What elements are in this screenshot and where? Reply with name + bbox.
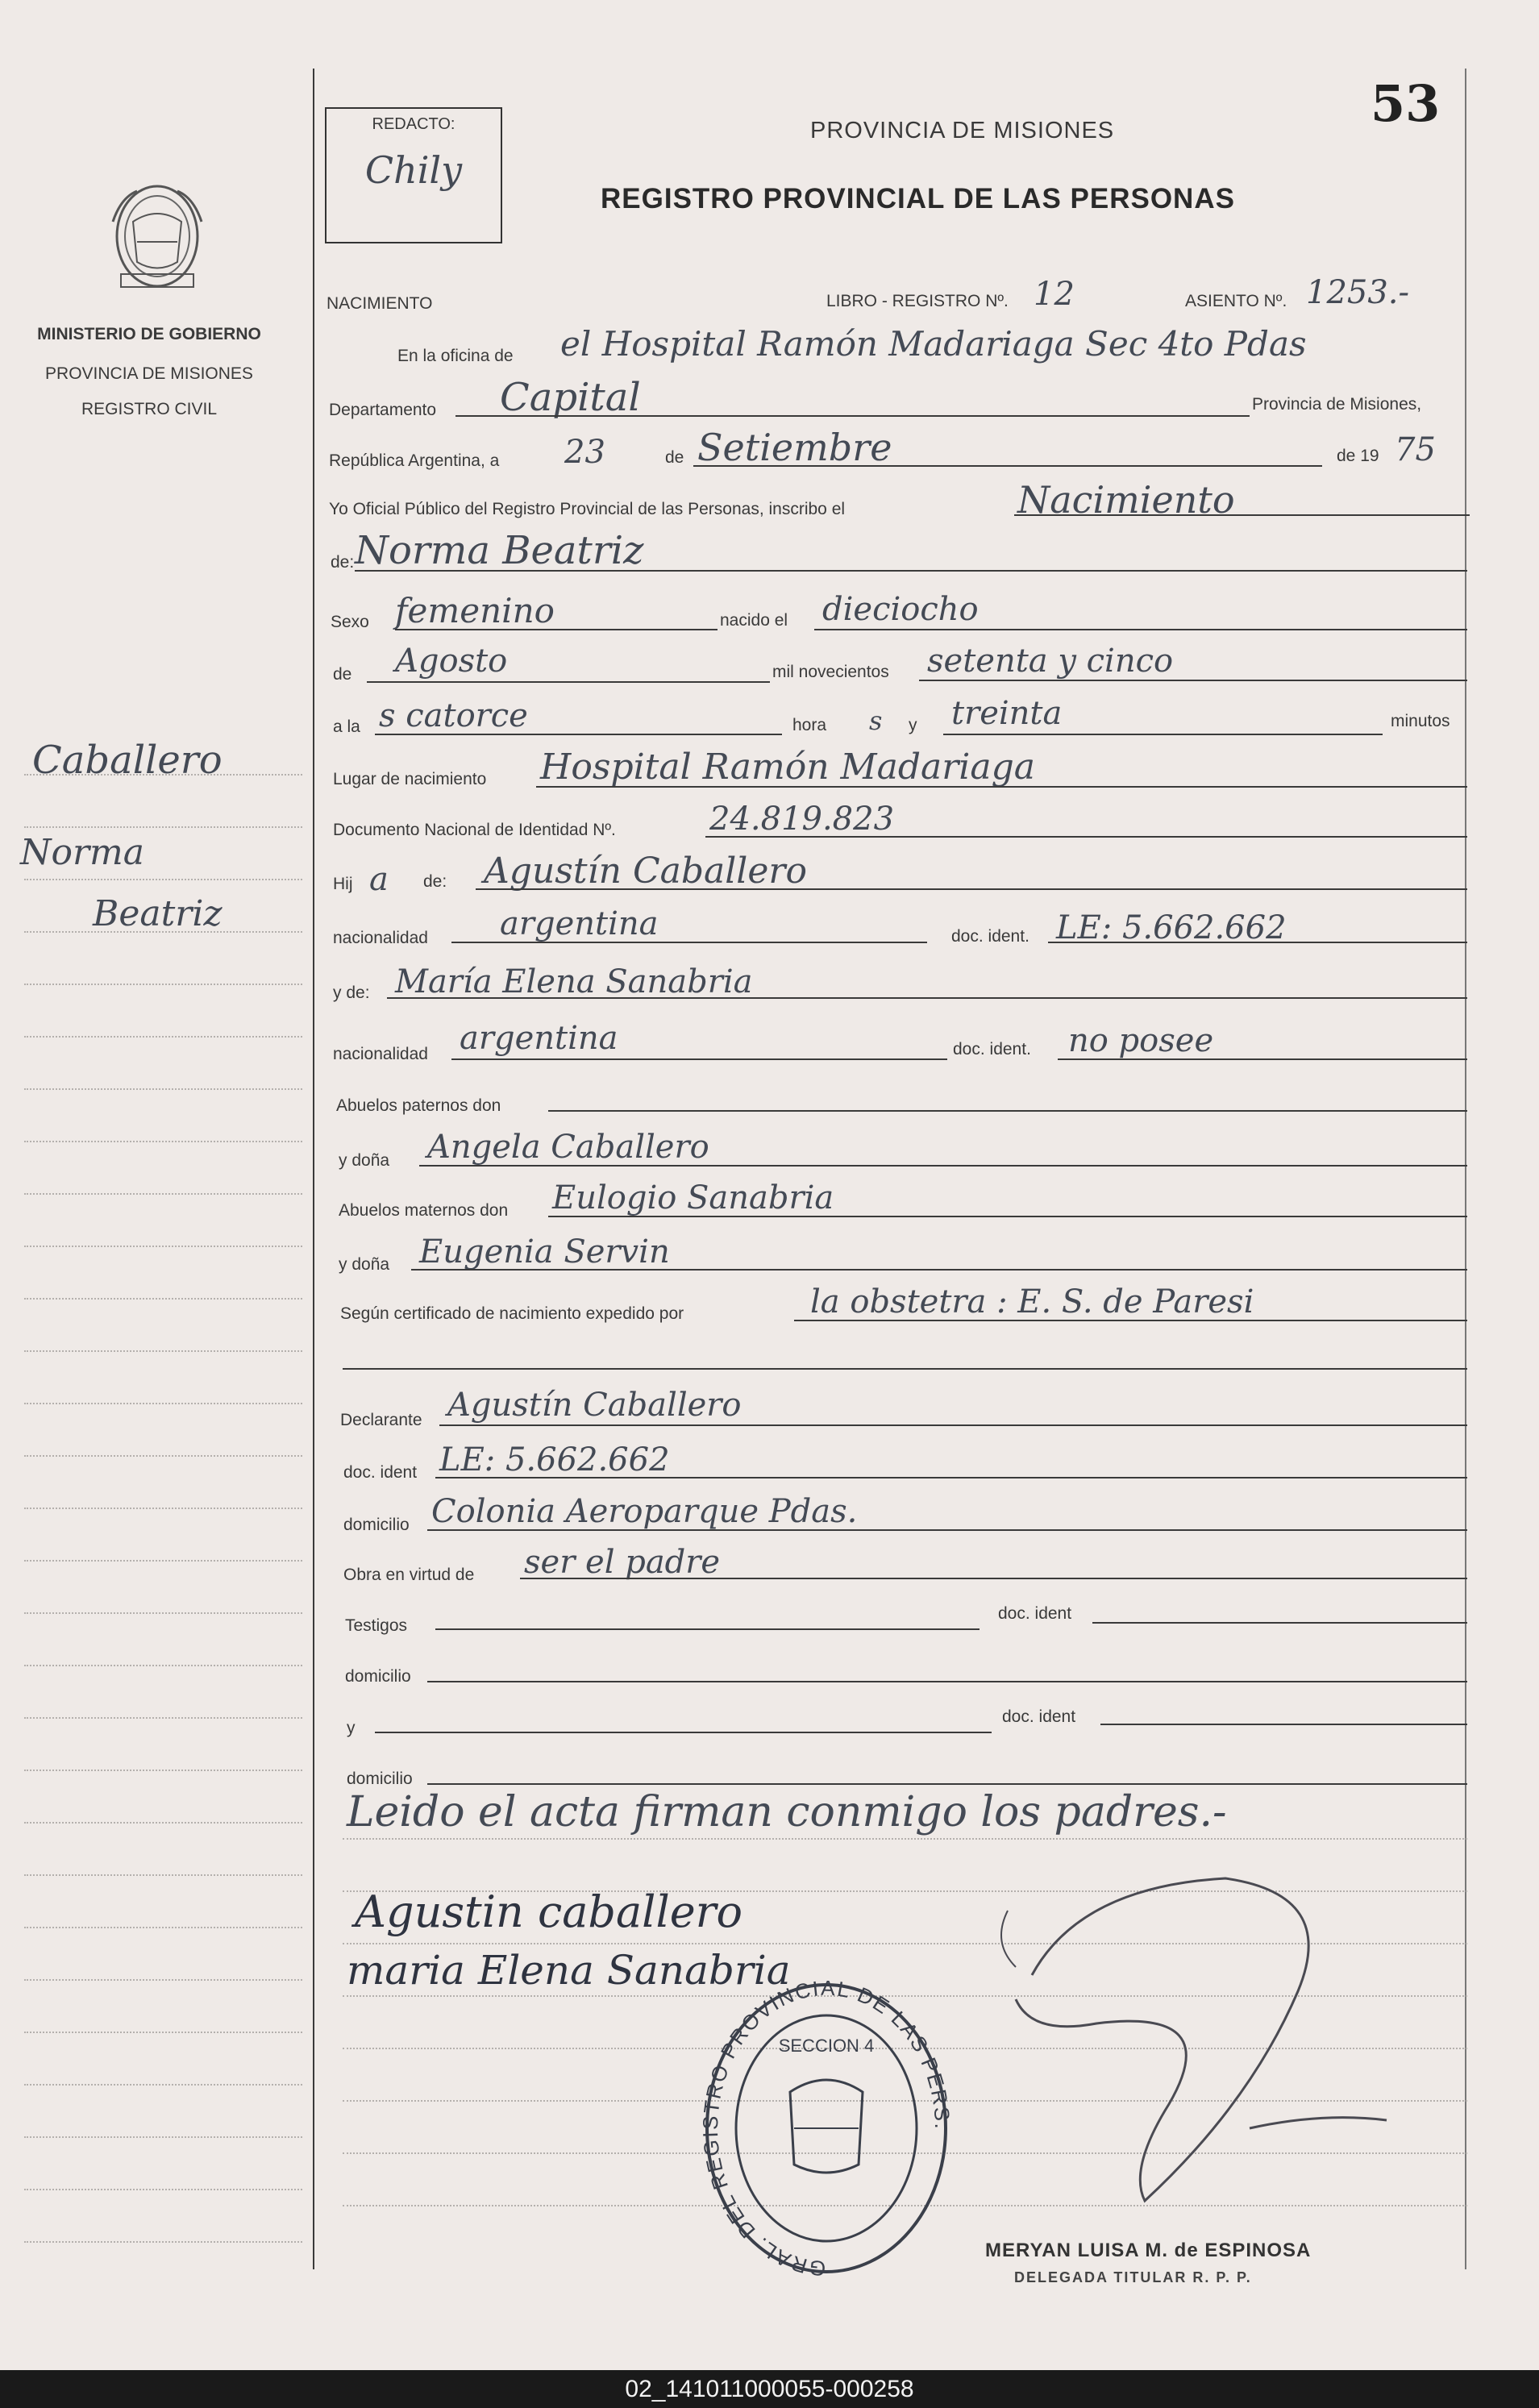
domicilio2-label: domicilio (345, 1667, 411, 1686)
margin-ruled-line (24, 2084, 302, 2086)
ydona-pat-label: y doña (339, 1151, 390, 1170)
madre-doc-label: doc. ident. (953, 1040, 1031, 1058)
margin-ruled-line (24, 2241, 302, 2243)
margin-ruled-line (24, 1927, 302, 1928)
padre-nac-line (451, 942, 927, 943)
provincia-label: Provincia de Misiones, (1252, 395, 1422, 414)
official-title: DELEGADA TITULAR R. P. P. (1014, 2269, 1252, 2285)
official-signature (984, 1862, 1435, 2241)
abuela-pat-value: Angela Caballero (427, 1129, 709, 1166)
margin-ruled-line (24, 1508, 302, 1509)
official-stamp (701, 1979, 951, 2277)
testigos-doc-line (1092, 1622, 1467, 1624)
y2-label: y (347, 1719, 356, 1737)
departamento-value: Capital (500, 375, 641, 420)
horas-label: hora (792, 716, 827, 734)
madre-line (387, 997, 1467, 999)
left-vertical-rule (313, 69, 314, 2269)
abuela-pat-line (419, 1165, 1467, 1167)
madre-nac-value: argentina (460, 1020, 618, 1057)
ministry-line2: PROVINCIA DE MISIONES (45, 364, 253, 383)
nacido-value: dieciocho (822, 591, 979, 628)
decl-doc-line (435, 1477, 1467, 1478)
dni-value: 24.819.823 (709, 801, 895, 838)
padre-doc-label: doc. ident. (951, 927, 1029, 946)
signature-mother: maria Elena Sanabria (347, 1947, 791, 1994)
hij-label: Hij (333, 875, 353, 893)
margin-ruled-line (24, 1246, 302, 1247)
testigo2-doc-label: doc. ident (1002, 1707, 1076, 1726)
mes-nac-line (367, 681, 770, 683)
stamp-inner-text: SECCION 4 (778, 2036, 875, 2056)
margin-ruled-line (24, 1455, 302, 1457)
anio-value: 75 (1395, 431, 1436, 468)
stamp-ring-text: GRAL. DEL RE RO PROVINCIAL DE LAS PER (701, 1979, 951, 2277)
right-vertical-rule (1465, 69, 1466, 2269)
margin-ruled-line (24, 1717, 302, 1719)
mes-line (693, 465, 1322, 467)
padre-nac-value: argentina (500, 905, 659, 942)
redacto-label: REDACTO: (372, 115, 455, 133)
margin-ruled-line (24, 879, 302, 880)
nacido-label: nacido el (720, 611, 788, 630)
abuela-mat-line (411, 1269, 1467, 1271)
domicilio-label: domicilio (343, 1516, 410, 1534)
oficina-label: En la oficina de (397, 347, 514, 365)
horas-suffix: s (869, 705, 883, 736)
anio-nac-line (919, 680, 1467, 681)
de-label: de (665, 448, 684, 467)
decl-doc-value: LE: 5.662.662 (439, 1441, 670, 1478)
dni-label: Documento Nacional de Identidad Nº. (333, 821, 616, 839)
domicilio3-label: domicilio (347, 1770, 413, 1788)
madre-nac-line (451, 1058, 947, 1060)
alas-label: a la (333, 717, 360, 736)
dni-line (705, 836, 1467, 838)
signature-father: Agustin caballero (355, 1886, 742, 1937)
testigo2-doc-line (1100, 1724, 1467, 1725)
padre-line (476, 888, 1467, 890)
abuela-mat-value: Eugenia Servin (419, 1233, 670, 1271)
ministry-line1: MINISTERIO DE GOBIERNO (37, 325, 261, 343)
libro-value: 12 (1034, 276, 1075, 313)
declarante-value: Agustín Caballero (447, 1387, 742, 1424)
margin-note-name1: Norma (20, 832, 144, 873)
nombre-line (355, 570, 1467, 572)
record-type-label: NACIMIENTO (327, 294, 433, 313)
padre-doc-line (1048, 942, 1467, 943)
sexo-value: femenino (395, 591, 555, 630)
margin-ruled-line (24, 1141, 302, 1142)
margin-ruled-line (24, 826, 302, 828)
oficina-value: el Hospital Ramón Madariaga Sec 4to Pdas (560, 324, 1307, 364)
y2-line (375, 1732, 992, 1733)
declarante-label: Declarante (340, 1411, 422, 1429)
redacto-initials: Chily (364, 148, 463, 192)
decl-doc-label: doc. ident (343, 1463, 418, 1482)
margin-ruled-line (24, 1665, 302, 1666)
hora-line (375, 734, 782, 735)
padre-doc-value: LE: 5.662.662 (1056, 909, 1287, 946)
madre-doc-value: no posee (1068, 1022, 1214, 1059)
lugar-label: Lugar de nacimiento (333, 770, 487, 788)
margin-ruled-line (24, 2136, 302, 2138)
domicilio-value: Colonia Aeroparque Pdas. (431, 1493, 858, 1530)
mes-nac-value: Agosto (395, 643, 508, 680)
margin-note-surname: Caballero (32, 738, 223, 783)
nacionalidad-madre-label: nacionalidad (333, 1045, 428, 1063)
abuelo-mat-value: Eulogio Sanabria (552, 1179, 834, 1216)
nacionalidad-padre-label: nacionalidad (333, 929, 428, 947)
de2-label: de (333, 665, 352, 684)
lugar-value: Hospital Ramón Madariaga (540, 747, 1035, 788)
margin-ruled-line (24, 1088, 302, 1090)
abuelo-mat-line (548, 1216, 1467, 1217)
declarante-line (439, 1424, 1467, 1426)
asiento-value: 1253.- (1306, 274, 1410, 311)
mil-label: mil novecientos (772, 663, 889, 681)
margin-ruled-line (24, 2189, 302, 2190)
libro-label: LIBRO - REGISTRO Nº. (826, 292, 1009, 310)
departamento-label: Departamento (329, 401, 437, 419)
margin-ruled-line (24, 2032, 302, 2033)
header-title: REGISTRO PROVINCIAL DE LAS PERSONAS (601, 183, 1235, 214)
margin-note-name2: Beatriz (93, 893, 223, 934)
margin-ruled-line (24, 1979, 302, 1981)
republica-label: República Argentina, a (329, 451, 500, 470)
margin-ruled-line (24, 1298, 302, 1300)
anio-label: de 19 (1337, 447, 1379, 465)
mes-value: Setiembre (697, 426, 892, 469)
margin-ruled-line (24, 1770, 302, 1771)
segun-value: la obstetra : E. S. de Paresi (810, 1283, 1254, 1320)
margin-ruled-line (24, 1403, 302, 1404)
nacido-line (814, 629, 1467, 630)
margin-ruled-line (24, 984, 302, 985)
header-province: PROVINCIA DE MISIONES (810, 118, 1115, 143)
obra-label: Obra en virtud de (343, 1566, 475, 1584)
madre-doc-line (1058, 1058, 1467, 1060)
domicilio2-line (427, 1681, 1467, 1682)
closing-dots (343, 1838, 1467, 1840)
madre-value: María Elena Sanabria (395, 963, 753, 1000)
domicilio3-line (427, 1783, 1467, 1785)
page-number: 53 (1371, 74, 1441, 133)
minutos-line (943, 734, 1383, 735)
segun-line-2 (343, 1368, 1467, 1370)
margin-ruled-line (24, 1350, 302, 1352)
oficial-value: Nacimiento (1017, 478, 1235, 522)
closing-note: Leido el acta firman conmigo los padres.- (347, 1788, 1227, 1836)
margin-ruled-line (24, 1036, 302, 1038)
hij-suffix: a (369, 861, 389, 898)
margin-ruled-line (24, 1874, 302, 1876)
dia-value: 23 (564, 434, 605, 471)
hij-de-label: de: (423, 872, 447, 891)
oficial-label: Yo Oficial Público del Registro Provincial de las Personas, inscribo el (329, 500, 846, 518)
footer-id: 02_141011000055-000258 (0, 2370, 1539, 2408)
margin-ruled-line (24, 1822, 302, 1824)
lugar-line (536, 786, 1467, 788)
official-name: MERYAN LUISA M. de ESPINOSA (985, 2240, 1312, 2261)
abuelos-pat-line (548, 1110, 1467, 1112)
sexo-label: Sexo (331, 613, 369, 631)
minutos-value: treinta (951, 695, 1063, 732)
oficial-line (1014, 514, 1470, 516)
abuelos-pat-label: Abuelos paternos don (336, 1096, 501, 1115)
nombre-value: Norma Beatriz (355, 528, 644, 573)
departamento-line (455, 415, 1250, 417)
segun-label: Según certificado de nacimiento expedido por (340, 1304, 684, 1323)
testigos-line (435, 1628, 980, 1630)
abuelos-mat-label: Abuelos maternos don (339, 1201, 509, 1220)
y-label: y (909, 716, 917, 734)
minutos-label: minutos (1391, 712, 1450, 730)
testigos-doc-label: doc. ident (998, 1604, 1072, 1623)
ydona-mat-label: y doña (339, 1255, 390, 1274)
obra-value: ser el padre (524, 1544, 721, 1581)
ministry-seal (97, 173, 218, 302)
segun-line (794, 1320, 1467, 1321)
margin-ruled-line (24, 1193, 302, 1195)
de-nombre-label: de: (331, 553, 355, 572)
domicilio-line (427, 1529, 1467, 1531)
padre-value: Agustín Caballero (484, 850, 807, 892)
asiento-label: ASIENTO Nº. (1185, 292, 1287, 310)
yde-label: y de: (333, 984, 370, 1002)
margin-ruled-line (24, 1560, 302, 1562)
obra-line (520, 1578, 1467, 1579)
sexo-line (395, 629, 718, 630)
ministry-line3: REGISTRO CIVIL (81, 400, 218, 418)
anio-nac-value: setenta y cinco (927, 643, 1174, 680)
redacto-box (325, 107, 502, 243)
margin-ruled-line (24, 1612, 302, 1614)
testigos-label: Testigos (345, 1616, 408, 1635)
hora-value: s catorce (379, 697, 528, 734)
